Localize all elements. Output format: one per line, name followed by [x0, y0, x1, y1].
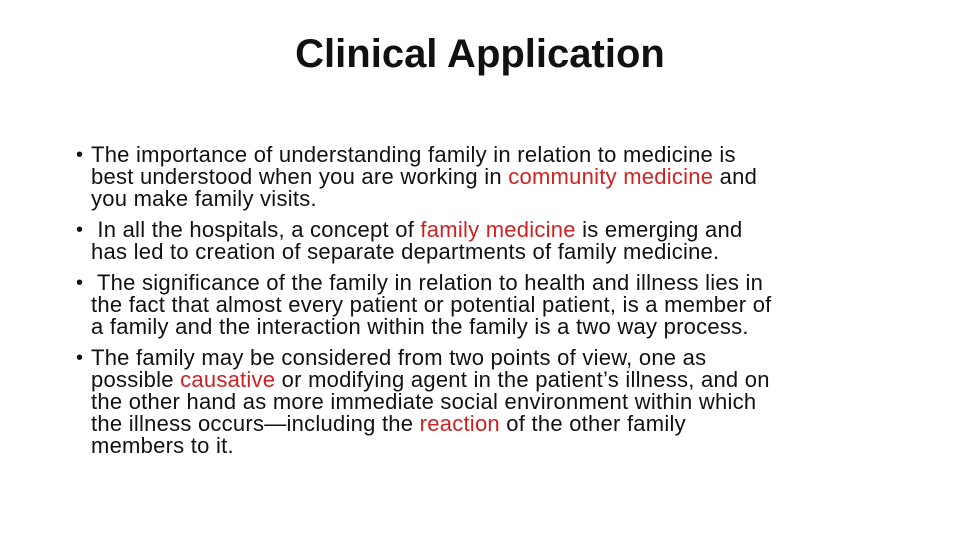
bullet-item: [76, 272, 916, 338]
slide-title: Clinical Application: [295, 32, 665, 76]
bullet-dot-icon: •: [76, 347, 84, 369]
text-line: [76, 413, 916, 435]
text-segment: The family may be considered from two points of view, one as: [91, 345, 707, 370]
bullet-list: [76, 144, 916, 466]
text-segment: members to it.: [91, 433, 234, 458]
text-line: [76, 241, 916, 263]
bullet-item: [76, 144, 916, 210]
bullet-item: [76, 219, 916, 263]
text-segment: and: [713, 164, 758, 189]
text-line: [76, 316, 916, 338]
text-line: [76, 435, 916, 457]
text-line: [76, 369, 916, 391]
text-line: [76, 272, 916, 294]
text-segment: you make family visits.: [91, 186, 317, 211]
text-segment: of the other family: [499, 411, 686, 436]
highlighted-term: community medicine: [508, 164, 714, 189]
text-line: [76, 188, 916, 210]
text-segment: the other hand as more immediate social environment within which: [91, 389, 757, 414]
bullet-item: [76, 347, 916, 457]
text-line: [76, 347, 916, 369]
text-line: [76, 391, 916, 413]
bullet-dot-icon: •: [76, 272, 84, 294]
text-line: [76, 166, 916, 188]
text-segment: The significance of the family in relation to health and illness lies in: [91, 270, 764, 295]
highlighted-term: family medicine: [420, 217, 576, 242]
highlighted-term: reaction: [419, 411, 500, 436]
text-line: [76, 294, 916, 316]
text-segment: In all the hospitals, a concept of: [91, 217, 421, 242]
text-segment: the fact that almost every patient or potential patient, is a member of: [91, 292, 772, 317]
text-segment: the illness occurs—including the: [91, 411, 420, 436]
text-segment: has led to creation of separate departments of family medicine.: [91, 239, 720, 264]
text-segment: or modifying agent in the patient’s illness, and on: [275, 367, 770, 392]
highlighted-term: causative: [180, 367, 276, 392]
bullet-dot-icon: •: [76, 219, 84, 241]
text-segment: a family and the interaction within the family is a two way process.: [91, 314, 749, 339]
text-line: [76, 219, 916, 241]
text-segment: best understood when you are working in: [91, 164, 509, 189]
text-segment: is emerging and: [575, 217, 743, 242]
bullet-dot-icon: •: [76, 144, 84, 166]
text-segment: The importance of understanding family in relation to medicine is: [91, 142, 736, 167]
text-segment: possible: [91, 367, 181, 392]
text-line: [76, 144, 916, 166]
